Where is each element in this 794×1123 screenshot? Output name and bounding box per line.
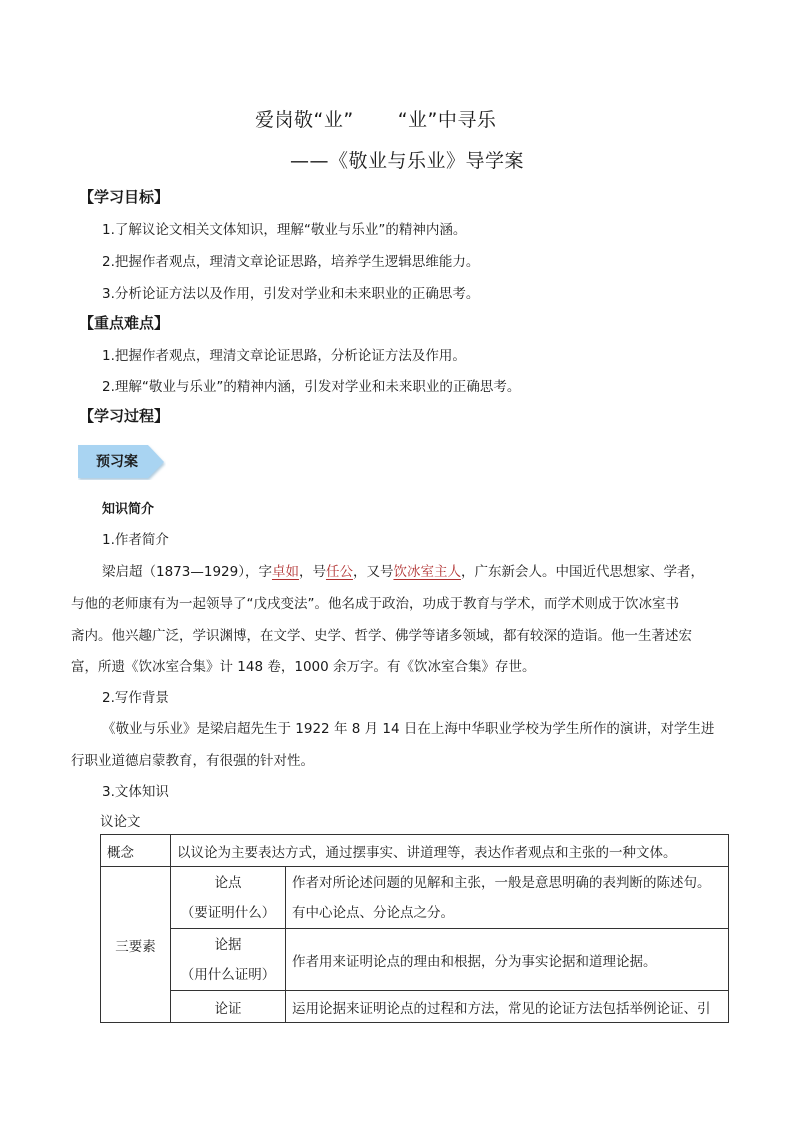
keypoint-item: 2.理解“敬业与乐业”的精神内涵，引发对学业和未来职业的正确思考。 <box>102 379 521 395</box>
concept-text: 以议论为主要表达方式，通过摆事实、讲道理等，表达作者观点和主张的一种文体。 <box>171 835 729 867</box>
objective-item: 1.了解议论文相关文体知识，理解“敬业与乐业”的精神内涵。 <box>102 222 467 238</box>
keypoint-item: 1.把握作者观点，理清文章论证思路，分析论证方法及作用。 <box>102 348 466 364</box>
element-name-cell <box>171 929 286 991</box>
author-heading: 1.作者简介 <box>102 532 169 548</box>
author-intro-line-1 <box>102 560 704 580</box>
author-text: ，广东新会人。中国近代思想家、学者， <box>460 564 704 580</box>
genre-table <box>100 834 729 1023</box>
three-elements-label: 三要素 <box>101 867 171 1023</box>
element-name-cell <box>171 867 286 929</box>
element-desc: 运用论据来证明论点的过程和方法，常见的论证方法包括举例论证、引 <box>286 991 729 1023</box>
studio-name-link[interactable]: 饮冰室主人 <box>393 564 461 580</box>
page-subtitle: ——《敬业与乐业》导学案 <box>290 150 525 172</box>
element-desc: 作者对所论述问题的见解和主张，一般是意思明确的表判断的陈述句。 <box>292 874 711 891</box>
knowledge-heading: 知识简介 <box>102 502 155 517</box>
element-sub: （用什么证明） <box>180 966 276 983</box>
element-desc: 作者用来证明论点的理由和根据，分为事实论据和道理论据。 <box>286 929 729 991</box>
courtesy-name-link[interactable]: 卓如 <box>271 564 299 580</box>
table-row <box>101 835 729 867</box>
title-part-2: “业”中寻乐 <box>397 109 497 131</box>
element-desc-cell <box>286 867 729 929</box>
element-name: 论据 <box>214 936 242 953</box>
table-row <box>101 867 729 929</box>
keypoints-heading: 【重点难点】 <box>79 314 170 332</box>
element-name: 论点 <box>214 874 242 891</box>
author-text: 梁启超（1873—1929），字 <box>102 564 272 580</box>
table-row <box>101 991 729 1023</box>
element-desc: 有中心论点、分论点之分。 <box>292 904 454 921</box>
objectives-heading: 【学习目标】 <box>79 188 170 206</box>
background-line-1: 《敬业与乐业》是梁启超先生于 1922 年 8 月 14 日在上海中华职业学校为学生所作的演讲，对学生进 <box>102 721 715 737</box>
background-line-2: 行职业道德启蒙教育，有很强的针对性。 <box>71 753 314 769</box>
element-name: 论证 <box>171 991 286 1023</box>
table-row <box>101 929 729 991</box>
objective-item: 3.分析论证方法以及作用，引发对学业和未来职业的正确思考。 <box>102 286 480 302</box>
element-sub: （要证明什么） <box>180 904 276 921</box>
background-heading: 2.写作背景 <box>102 690 169 706</box>
page-title <box>255 105 496 132</box>
title-part-1: 爱岗敬“业” <box>255 109 354 131</box>
author-intro-line-2: 与他的老师康有为一起领导了“戊戌变法”。他名成于政治，功成于教育与学术，而学术则成于饮冰室书 <box>71 596 679 612</box>
author-text: ，号 <box>298 564 326 580</box>
process-heading: 【学习过程】 <box>79 407 170 425</box>
objective-item: 2.把握作者观点，理清文章论证思路，培养学生逻辑思维能力。 <box>102 254 480 270</box>
preview-tag-label: 预习案 <box>96 454 138 470</box>
concept-label: 概念 <box>101 835 171 867</box>
preview-tag <box>78 444 166 480</box>
art-name-link[interactable]: 任公 <box>325 564 353 580</box>
genre-name: 议论文 <box>100 814 141 830</box>
genre-heading: 3.文体知识 <box>102 784 169 800</box>
author-intro-line-4: 富，所遗《饮冰室合集》计 148 卷，1000 余万字。有《饮冰室合集》存世。 <box>71 659 536 675</box>
author-intro-line-3: 斋内。他兴趣广泛，学识渊博，在文学、史学、哲学、佛学等诸多领域，都有较深的造诣。他一生著述宏 <box>71 628 692 644</box>
author-text: ，又号 <box>352 564 394 580</box>
